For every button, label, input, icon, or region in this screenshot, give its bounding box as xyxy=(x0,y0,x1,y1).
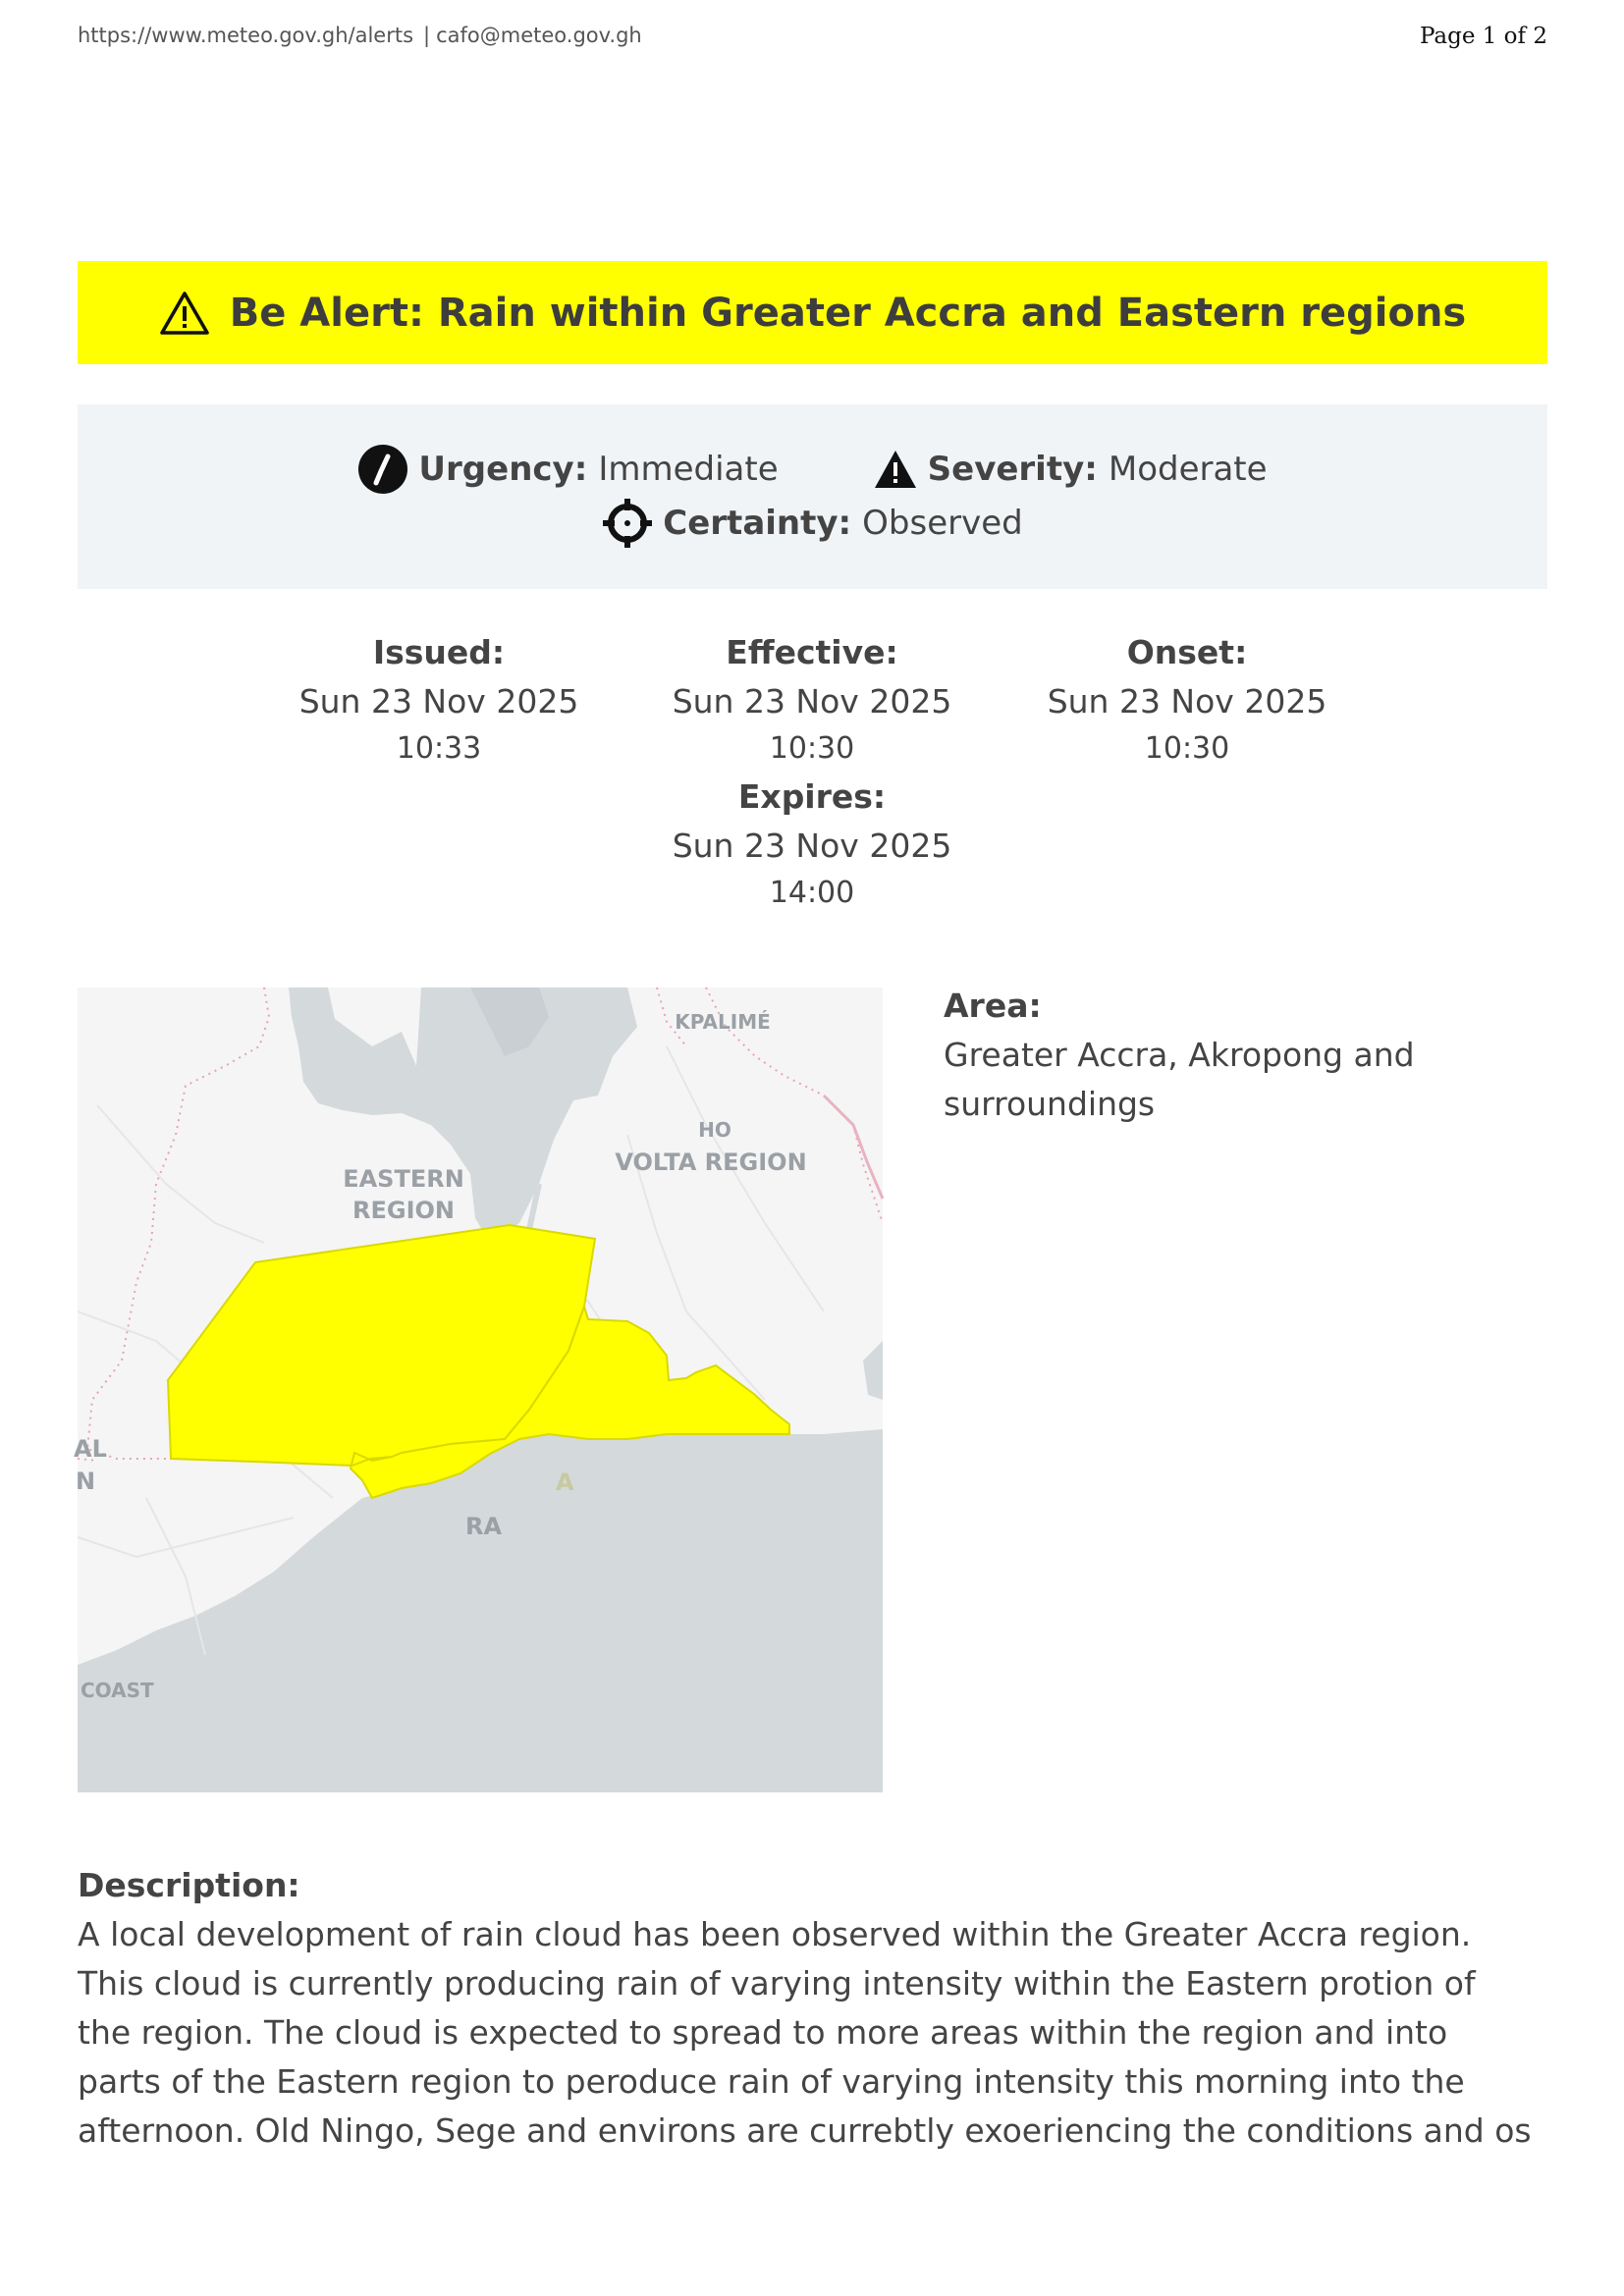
map-label-central-2: N xyxy=(76,1468,96,1495)
expires-label: Expires: xyxy=(737,777,887,816)
alert-meta-box xyxy=(78,404,1547,589)
map-label-volta-region: VOLTA REGION xyxy=(615,1148,807,1176)
issued-time: 10:33 xyxy=(396,731,482,766)
alert-area-map[interactable] xyxy=(74,988,883,1792)
onset-time: 10:30 xyxy=(1144,731,1230,766)
map-label-ho: HO xyxy=(698,1118,731,1142)
map-label-accra-2: RA xyxy=(465,1513,503,1540)
header-separator: | xyxy=(423,24,431,47)
area-line-1: Greater Accra, Akropong and xyxy=(944,1036,1415,1074)
expires-time: 14:00 xyxy=(769,876,855,910)
map-label-kpalime: KPALIMÉ xyxy=(675,1010,771,1034)
expires-block xyxy=(635,773,989,916)
severity-item xyxy=(873,449,1268,490)
page-number: Page 1 of 2 xyxy=(1419,24,1547,49)
severity-value: Moderate xyxy=(1108,450,1268,489)
description-line: A local development of rain cloud has been observed within the Greater Accra region. xyxy=(78,1915,1472,1953)
onset-date: Sun 23 Nov 2025 xyxy=(1047,682,1327,721)
warning-triangle-icon xyxy=(159,291,210,336)
certainty-value: Observed xyxy=(862,504,1023,543)
map-label-eastern-1: EASTERN xyxy=(343,1165,464,1193)
alert-title: Be Alert: Rain within Greater Accra and Eastern regions xyxy=(229,290,1467,336)
description-line: This cloud is currently producing rain of varying intensity within the Eastern protion of xyxy=(78,1964,1476,2002)
certainty-item xyxy=(602,498,1022,549)
contact-email-link[interactable]: cafo@meteo.gov.gh xyxy=(436,24,642,47)
page-header xyxy=(78,24,1547,53)
onset-block xyxy=(1010,628,1364,772)
issued-label: Issued: xyxy=(372,633,506,671)
exclamation-triangle-icon xyxy=(873,449,918,490)
expires-date: Sun 23 Nov 2025 xyxy=(672,827,952,865)
map-label-eastern-2: REGION xyxy=(352,1197,455,1224)
alert-banner xyxy=(78,261,1547,364)
map-label-accra-1: A xyxy=(556,1468,574,1496)
area-label: Area: xyxy=(944,987,1042,1025)
effective-label: Effective: xyxy=(726,633,898,671)
urgency-value: Immediate xyxy=(598,450,779,489)
certainty-label: Certainty: xyxy=(663,504,852,543)
onset-label: Onset: xyxy=(1126,633,1248,671)
issued-date: Sun 23 Nov 2025 xyxy=(298,682,579,721)
area-line-2: surroundings xyxy=(944,1085,1156,1123)
description-line: parts of the Eastern region to peroduce rain of varying intensity this morning into the xyxy=(78,2062,1465,2101)
map-label-coast: COAST xyxy=(81,1679,154,1702)
header-source xyxy=(78,24,642,47)
urgency-label: Urgency: xyxy=(418,450,588,489)
area-section xyxy=(944,982,1493,1129)
description-line: afternoon. Old Ningo, Sege and environs are currebtly exoeriencing the conditions and os xyxy=(78,2111,1532,2150)
meta-line-1 xyxy=(78,444,1547,495)
meta-line-2 xyxy=(78,498,1547,549)
effective-time: 10:30 xyxy=(769,731,855,766)
urgency-item xyxy=(357,444,778,495)
crosshair-icon xyxy=(602,498,653,549)
map-canvas xyxy=(74,988,883,1792)
map-label-central-1: AL xyxy=(74,1435,107,1463)
issued-block xyxy=(262,628,616,772)
clock-icon xyxy=(357,444,408,495)
source-url-link[interactable]: https://www.meteo.gov.gh/alerts xyxy=(78,24,414,47)
description-label: Description: xyxy=(78,1866,300,1904)
description-section xyxy=(78,1861,1560,2156)
description-line: the region. The cloud is expected to spread to more areas within the region and into xyxy=(78,2013,1448,2052)
effective-block xyxy=(635,628,989,772)
severity-label: Severity: xyxy=(927,450,1098,489)
effective-date: Sun 23 Nov 2025 xyxy=(672,682,952,721)
